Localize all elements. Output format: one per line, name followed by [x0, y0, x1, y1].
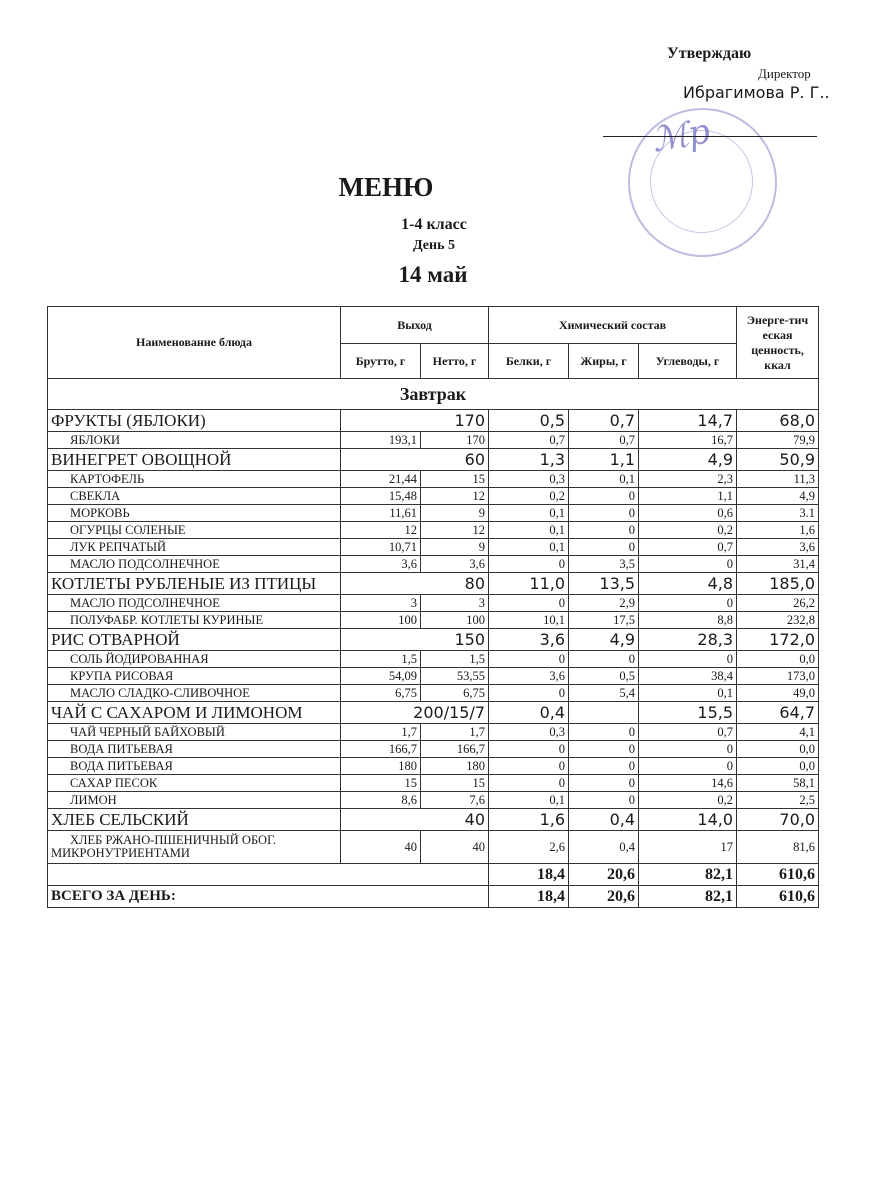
cell-brutto: 15 — [341, 775, 421, 792]
total-fat: 20,6 — [569, 886, 639, 908]
cell-energy: 31,4 — [737, 556, 819, 573]
approver-name: Ибрагимова Р. Г.. — [683, 83, 830, 102]
cell-fat: 0 — [569, 505, 639, 522]
cell-netto: 100 — [421, 612, 489, 629]
cell-netto: 180 — [421, 758, 489, 775]
cell-netto: 9 — [421, 505, 489, 522]
cell-output: 200/15/7 — [341, 702, 489, 724]
cell-carbs: 0 — [639, 595, 737, 612]
cell-brutto: 54,09 — [341, 668, 421, 685]
col-header-carbs: Углеводы, г — [639, 344, 737, 379]
ingredient-row — [48, 668, 819, 685]
cell-brutto: 100 — [341, 612, 421, 629]
cell-energy: 50,9 — [737, 449, 819, 471]
cell-fat: 5,4 — [569, 685, 639, 702]
cell-carbs: 14,6 — [639, 775, 737, 792]
ingredient-name: ЛУК РЕПЧАТЫЙ — [48, 539, 341, 556]
ingredient-row — [48, 724, 819, 741]
total-protein: 18,4 — [489, 886, 569, 908]
cell-carbs: 14,7 — [639, 410, 737, 432]
cell-netto: 12 — [421, 488, 489, 505]
ingredient-row — [48, 595, 819, 612]
ingredient-row — [48, 539, 819, 556]
cell-fat: 17,5 — [569, 612, 639, 629]
cell-energy: 68,0 — [737, 410, 819, 432]
ingredient-name: ВОДА ПИТЬЕВАЯ — [48, 758, 341, 775]
cell-brutto: 12 — [341, 522, 421, 539]
dish-name: ФРУКТЫ (ЯБЛОКИ) — [48, 410, 341, 432]
subtotal-carbs: 82,1 — [639, 864, 737, 886]
ingredient-row — [48, 488, 819, 505]
approval-title: Утверждаю — [667, 45, 752, 62]
cell-fat: 0,4 — [569, 831, 639, 864]
cell-energy: 49,0 — [737, 685, 819, 702]
cell-brutto: 15,48 — [341, 488, 421, 505]
page-title: МЕНЮ — [338, 172, 434, 202]
col-header-brutto: Брутто, г — [341, 344, 421, 379]
cell-netto: 53,55 — [421, 668, 489, 685]
cell-energy: 4,1 — [737, 724, 819, 741]
dish-row — [48, 410, 819, 432]
cell-protein: 0,3 — [489, 724, 569, 741]
cell-fat: 0 — [569, 522, 639, 539]
dish-name: ВИНЕГРЕТ ОВОЩНОЙ — [48, 449, 341, 471]
cell-brutto: 8,6 — [341, 792, 421, 809]
ingredient-name: ХЛЕБ РЖАНО-ПШЕНИЧНЫЙ ОБОГ. МИКРОНУТРИЕНТАМИ — [48, 831, 341, 864]
cell-fat: 0 — [569, 651, 639, 668]
cell-netto: 6,75 — [421, 685, 489, 702]
cell-brutto: 166,7 — [341, 741, 421, 758]
cell-protein: 0,2 — [489, 488, 569, 505]
cell-carbs: 0 — [639, 651, 737, 668]
cell-fat: 0 — [569, 741, 639, 758]
ingredient-row — [48, 471, 819, 488]
cell-protein: 0,7 — [489, 432, 569, 449]
cell-fat: 0,7 — [569, 432, 639, 449]
ingredient-row — [48, 651, 819, 668]
cell-energy: 0,0 — [737, 741, 819, 758]
cell-energy: 26,2 — [737, 595, 819, 612]
signature-line — [603, 136, 817, 137]
cell-carbs: 0,7 — [639, 724, 737, 741]
cell-output: 40 — [341, 809, 489, 831]
cell-netto: 170 — [421, 432, 489, 449]
cell-energy: 70,0 — [737, 809, 819, 831]
dish-row — [48, 573, 819, 595]
cell-fat: 0 — [569, 775, 639, 792]
ingredient-name: ЛИМОН — [48, 792, 341, 809]
class-label: 1-4 класс — [401, 216, 467, 233]
cell-netto: 15 — [421, 775, 489, 792]
cell-fat: 4,9 — [569, 629, 639, 651]
cell-fat: 0 — [569, 539, 639, 556]
col-header-output: Выход — [341, 307, 489, 344]
cell-protein: 0 — [489, 758, 569, 775]
day-label: День 5 — [413, 238, 455, 253]
cell-energy: 11,3 — [737, 471, 819, 488]
cell-brutto: 10,71 — [341, 539, 421, 556]
menu-table — [47, 306, 819, 908]
cell-energy: 232,8 — [737, 612, 819, 629]
dish-row — [48, 629, 819, 651]
cell-protein: 3,6 — [489, 629, 569, 651]
cell-protein: 0 — [489, 775, 569, 792]
dish-row — [48, 809, 819, 831]
cell-carbs: 0 — [639, 758, 737, 775]
cell-protein: 1,6 — [489, 809, 569, 831]
col-header-protein: Белки, г — [489, 344, 569, 379]
dish-name: КОТЛЕТЫ РУБЛЕНЫЕ ИЗ ПТИЦЫ — [48, 573, 341, 595]
subtotal-energy: 610,6 — [737, 864, 819, 886]
col-header-name: Наименование блюда — [48, 307, 341, 379]
cell-carbs: 0,1 — [639, 685, 737, 702]
cell-fat: 0,7 — [569, 410, 639, 432]
cell-fat: 0 — [569, 792, 639, 809]
ingredient-row — [48, 505, 819, 522]
cell-protein: 0,1 — [489, 522, 569, 539]
cell-protein: 0,1 — [489, 792, 569, 809]
cell-output: 60 — [341, 449, 489, 471]
cell-fat: 3,5 — [569, 556, 639, 573]
cell-netto: 1,7 — [421, 724, 489, 741]
cell-carbs: 17 — [639, 831, 737, 864]
ingredient-name: САХАР ПЕСОК — [48, 775, 341, 792]
subtotal-label — [48, 864, 489, 886]
approval-block — [0, 0, 872, 161]
ingredient-row — [48, 685, 819, 702]
ingredient-row — [48, 612, 819, 629]
ingredient-name: ПОЛУФАБР. КОТЛЕТЫ КУРИНЫЕ — [48, 612, 341, 629]
cell-brutto: 1,5 — [341, 651, 421, 668]
cell-fat: 0,1 — [569, 471, 639, 488]
cell-carbs: 28,3 — [639, 629, 737, 651]
cell-brutto: 6,75 — [341, 685, 421, 702]
cell-fat: 13,5 — [569, 573, 639, 595]
cell-protein: 10,1 — [489, 612, 569, 629]
cell-brutto: 180 — [341, 758, 421, 775]
cell-energy: 1,6 — [737, 522, 819, 539]
cell-brutto: 3 — [341, 595, 421, 612]
cell-protein: 1,3 — [489, 449, 569, 471]
cell-netto: 12 — [421, 522, 489, 539]
cell-carbs: 2,3 — [639, 471, 737, 488]
signature-icon: ℳр — [648, 111, 714, 161]
ingredient-row — [48, 741, 819, 758]
cell-fat: 0,4 — [569, 809, 639, 831]
cell-fat — [569, 702, 639, 724]
cell-energy: 58,1 — [737, 775, 819, 792]
cell-output: 150 — [341, 629, 489, 651]
cell-energy: 185,0 — [737, 573, 819, 595]
cell-carbs: 14,0 — [639, 809, 737, 831]
cell-energy: 4,9 — [737, 488, 819, 505]
cell-carbs: 0,7 — [639, 539, 737, 556]
ingredient-row — [48, 758, 819, 775]
cell-output: 170 — [341, 410, 489, 432]
cell-fat: 0,5 — [569, 668, 639, 685]
ingredient-row — [48, 556, 819, 573]
cell-protein: 2,6 — [489, 831, 569, 864]
cell-netto: 3,6 — [421, 556, 489, 573]
cell-brutto: 193,1 — [341, 432, 421, 449]
cell-energy: 0,0 — [737, 651, 819, 668]
col-header-netto: Нетто, г — [421, 344, 489, 379]
cell-energy: 3,6 — [737, 539, 819, 556]
ingredient-name: ОГУРЦЫ СОЛЕНЫЕ — [48, 522, 341, 539]
subtotal-fat: 20,6 — [569, 864, 639, 886]
cell-energy: 81,6 — [737, 831, 819, 864]
ingredient-name: ВОДА ПИТЬЕВАЯ — [48, 741, 341, 758]
table-row — [48, 831, 819, 864]
cell-protein: 0 — [489, 556, 569, 573]
ingredient-name: ЯБЛОКИ — [48, 432, 341, 449]
cell-netto: 3 — [421, 595, 489, 612]
cell-carbs: 0 — [639, 741, 737, 758]
cell-carbs: 0 — [639, 556, 737, 573]
cell-netto: 7,6 — [421, 792, 489, 809]
cell-energy: 2,5 — [737, 792, 819, 809]
cell-fat: 0 — [569, 724, 639, 741]
ingredient-name: СОЛЬ ЙОДИРОВАННАЯ — [48, 651, 341, 668]
cell-netto: 40 — [421, 831, 489, 864]
col-header-chem: Химический состав — [489, 307, 737, 344]
ingredient-name: МАСЛО ПОДСОЛНЕЧНОЕ — [48, 556, 341, 573]
cell-carbs: 0,2 — [639, 792, 737, 809]
dish-name: РИС ОТВАРНОЙ — [48, 629, 341, 651]
cell-carbs: 1,1 — [639, 488, 737, 505]
cell-protein: 0,1 — [489, 505, 569, 522]
cell-carbs: 16,7 — [639, 432, 737, 449]
cell-fat: 1,1 — [569, 449, 639, 471]
cell-protein: 3,6 — [489, 668, 569, 685]
ingredient-name: МОРКОВЬ — [48, 505, 341, 522]
cell-brutto: 21,44 — [341, 471, 421, 488]
cell-energy: 64,7 — [737, 702, 819, 724]
cell-protein: 0 — [489, 651, 569, 668]
cell-protein: 0,4 — [489, 702, 569, 724]
total-label: ВСЕГО ЗА ДЕНЬ: — [48, 886, 489, 908]
subtotal-row — [48, 864, 819, 886]
cell-carbs: 38,4 — [639, 668, 737, 685]
cell-carbs: 0,2 — [639, 522, 737, 539]
cell-protein: 0 — [489, 741, 569, 758]
col-header-energy: Энерге-тич еская ценность, ккал — [737, 307, 819, 379]
total-row — [48, 886, 819, 908]
cell-protein: 0,5 — [489, 410, 569, 432]
total-carbs: 82,1 — [639, 886, 737, 908]
total-energy: 610,6 — [737, 886, 819, 908]
cell-fat: 2,9 — [569, 595, 639, 612]
ingredient-row — [48, 775, 819, 792]
cell-energy: 3.1 — [737, 505, 819, 522]
cell-brutto: 11,61 — [341, 505, 421, 522]
cell-netto: 166,7 — [421, 741, 489, 758]
cell-carbs: 8,8 — [639, 612, 737, 629]
cell-brutto: 40 — [341, 831, 421, 864]
dish-name: ЧАЙ С САХАРОМ И ЛИМОНОМ — [48, 702, 341, 724]
cell-brutto: 1,7 — [341, 724, 421, 741]
cell-energy: 79,9 — [737, 432, 819, 449]
dish-row — [48, 449, 819, 471]
cell-protein: 0 — [489, 595, 569, 612]
ingredient-name: КАРТОФЕЛЬ — [48, 471, 341, 488]
date-label: 14 май — [398, 262, 468, 287]
ingredient-row — [48, 522, 819, 539]
ingredient-row — [48, 792, 819, 809]
ingredient-name: ЧАЙ ЧЕРНЫЙ БАЙХОВЫЙ — [48, 724, 341, 741]
cell-protein: 11,0 — [489, 573, 569, 595]
cell-fat: 0 — [569, 758, 639, 775]
ingredient-name: СВЕКЛА — [48, 488, 341, 505]
ingredient-name: МАСЛО СЛАДКО-СЛИВОЧНОЕ — [48, 685, 341, 702]
section-breakfast: Завтрак — [48, 379, 819, 410]
approver-role: Директор — [758, 66, 811, 81]
cell-protein: 0,3 — [489, 471, 569, 488]
cell-energy: 172,0 — [737, 629, 819, 651]
cell-netto: 9 — [421, 539, 489, 556]
dish-row — [48, 702, 819, 724]
cell-protein: 0 — [489, 685, 569, 702]
subtotal-protein: 18,4 — [489, 864, 569, 886]
col-header-fat: Жиры, г — [569, 344, 639, 379]
cell-carbs: 4,9 — [639, 449, 737, 471]
cell-netto: 1,5 — [421, 651, 489, 668]
ingredient-row — [48, 432, 819, 449]
ingredient-name: КРУПА РИСОВАЯ — [48, 668, 341, 685]
cell-protein: 0,1 — [489, 539, 569, 556]
cell-carbs: 15,5 — [639, 702, 737, 724]
cell-output: 80 — [341, 573, 489, 595]
cell-energy: 173,0 — [737, 668, 819, 685]
cell-fat: 0 — [569, 488, 639, 505]
cell-netto: 15 — [421, 471, 489, 488]
ingredient-name: МАСЛО ПОДСОЛНЕЧНОЕ — [48, 595, 341, 612]
cell-carbs: 4,8 — [639, 573, 737, 595]
dish-name: ХЛЕБ СЕЛЬСКИЙ — [48, 809, 341, 831]
cell-brutto: 3,6 — [341, 556, 421, 573]
cell-energy: 0,0 — [737, 758, 819, 775]
cell-carbs: 0,6 — [639, 505, 737, 522]
